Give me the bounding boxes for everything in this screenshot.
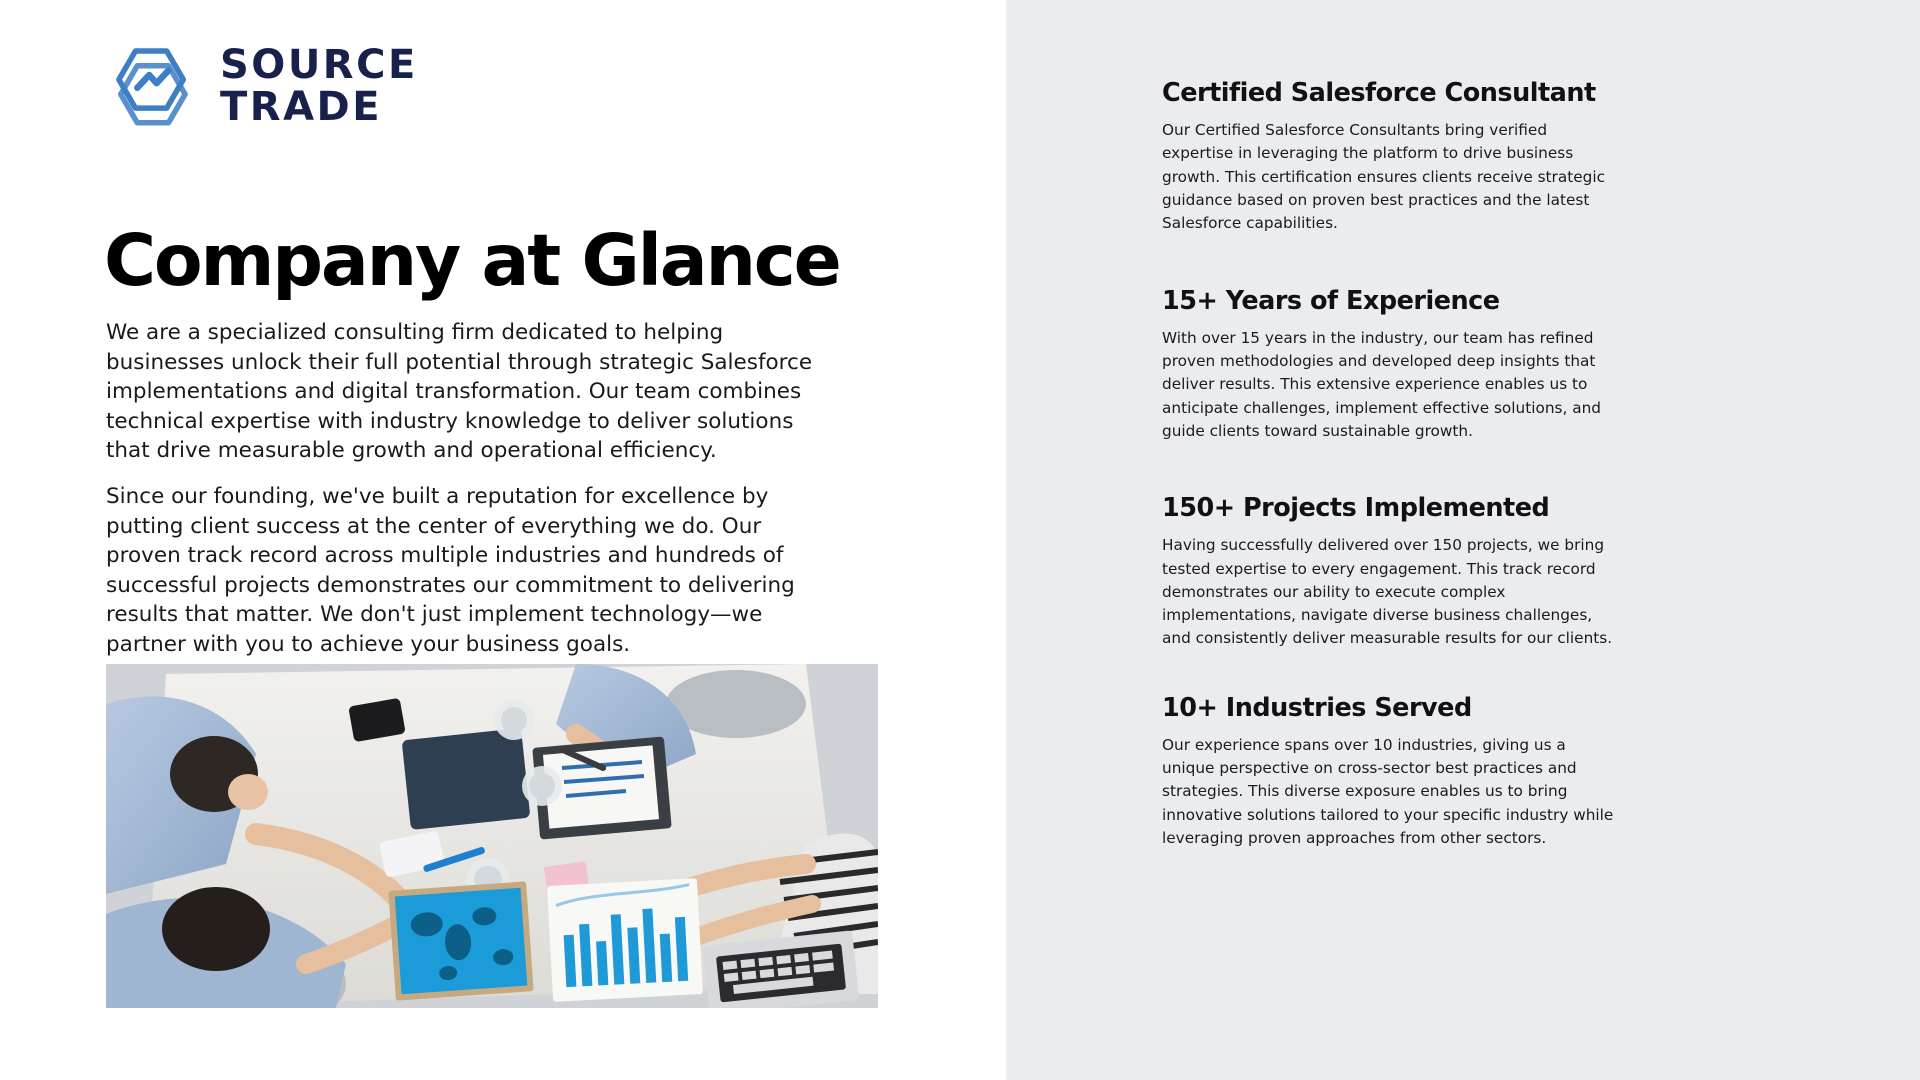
brand-name-line1: SOURCE (220, 41, 418, 88)
brand-name (220, 41, 418, 130)
team-meeting-overhead-photo (106, 664, 878, 1008)
feature-description: Having successfully delivered over 150 projects, we bring tested expertise to every engagement. This track record demonstrates our ability to execute complex implementations, navigate diverse business challenges, and consistently deliver measurable results for our clients. (1162, 536, 1613, 648)
hexagon-source-trade-logo-icon (106, 40, 198, 132)
page-title: Company at Glance (104, 219, 840, 302)
feature-item (1162, 693, 1840, 851)
feature-item (1162, 286, 1840, 444)
feature-title: 10+ Industries Served (1162, 692, 1472, 723)
intro-paragraph-1: We are a specialized consulting firm dedicated to helping businesses unlock their full potential through strategic Salesforce implementations and digital transformation. Our team combines technical expertise with industry knowledge to deliver solutions that drive measurable growth and operational efficiency. (106, 320, 813, 463)
feature-description: Our experience spans over 10 industries, giving us a unique perspective on cross-sector best practices and strategies. This diverse exposure enables us to bring innovative solutions tailored to your specific industry while leveraging proven approaches from other sectors. (1162, 735, 1614, 847)
feature-item (1162, 493, 1840, 651)
intro-paragraph-2: Since our founding, we've built a reputation for excellence by putting client success at the center of everything we do. Our proven track record across multiple industries and hundreds of successful projects demonstrates our commitment to delivering results that matter. We don't just implement technology—we partner with you to achieve your business goals. (106, 484, 795, 657)
brand-logo[interactable] (106, 40, 418, 132)
feature-title: 15+ Years of Experience (1162, 285, 1500, 316)
feature-description: Our Certified Salesforce Consultants bring verified expertise in leveraging the platform to drive business growth. This certification ensures clients receive strategic guidance based on proven best practices and the latest Salesforce capabilities. (1162, 121, 1605, 233)
feature-title: Certified Salesforce Consultant (1162, 78, 1596, 108)
feature-description: With over 15 years in the industry, our team has refined proven methodologies and developed deep insights that deliver results. This extensive experience enables us to anticipate challenges, implement effective solutions, and guide clients toward sustainable growth. (1162, 328, 1602, 440)
feature-title: 150+ Projects Implemented (1162, 493, 1550, 524)
feature-item (1162, 78, 1840, 236)
brand-name-line2: TRADE (220, 84, 383, 130)
right-column-features (1006, 0, 1920, 1080)
